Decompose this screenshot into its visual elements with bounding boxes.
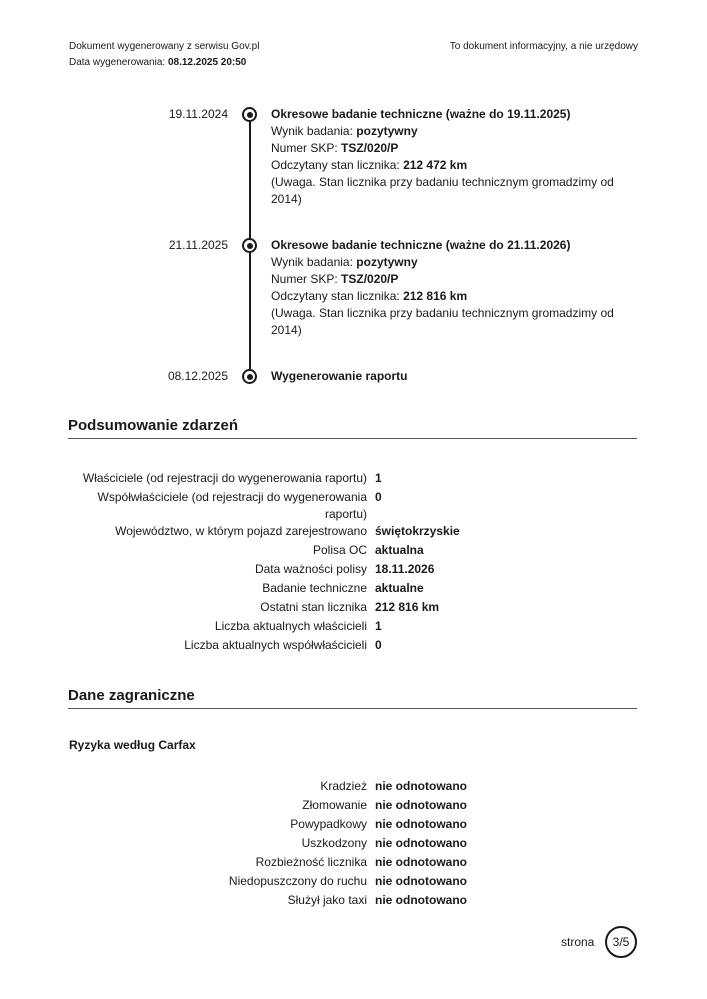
event-note: (Uwaga. Stan licznika przy badaniu technicznym gromadzimy od 2014) bbox=[271, 175, 614, 206]
event-body bbox=[271, 106, 616, 208]
event-title: Okresowe badanie techniczne (ważne do 21.11.2026) bbox=[271, 238, 571, 252]
risk-label: Powypadkowy bbox=[290, 817, 367, 831]
risk-value: nie odnotowano bbox=[375, 855, 467, 869]
skp-label: Numer SKP: bbox=[271, 141, 342, 155]
event-body bbox=[271, 237, 616, 339]
odometer-label: Odczytany stan licznika: bbox=[271, 158, 404, 172]
foreign-section-title: Dane zagraniczne bbox=[68, 686, 637, 709]
document-header-left bbox=[69, 39, 259, 71]
generated-label: Data wygenerowania: bbox=[69, 57, 168, 68]
risk-value: nie odnotowano bbox=[375, 874, 467, 888]
risk-label: Kradzież bbox=[320, 779, 367, 793]
summary-value: aktualne bbox=[375, 581, 424, 595]
result-label: Wynik badania: bbox=[271, 255, 357, 269]
summary-label: Badanie techniczne bbox=[262, 581, 367, 595]
summary-value: aktualna bbox=[375, 543, 424, 557]
summary-label: Współwłaściciele (od rejestracji do wygenerowania raportu) bbox=[97, 490, 367, 521]
risk-label: Rozbieżność licznika bbox=[255, 855, 367, 869]
skp-label: Numer SKP: bbox=[271, 272, 342, 286]
odometer-value: 212 472 km bbox=[403, 158, 468, 172]
event-title: Okresowe badanie techniczne (ważne do 19.11.2025) bbox=[271, 107, 571, 121]
risk-value: nie odnotowano bbox=[375, 817, 467, 831]
carfax-subtitle: Ryzyka według Carfax bbox=[69, 738, 196, 752]
summary-value: 18.11.2026 bbox=[375, 562, 435, 576]
timeline-dot-icon bbox=[242, 107, 257, 122]
timeline-dot-icon bbox=[242, 238, 257, 253]
generated-line bbox=[69, 55, 259, 71]
summary-label: Ostatni stan licznika bbox=[260, 600, 367, 614]
risk-label: Niedopuszczony do ruchu bbox=[228, 874, 367, 888]
risk-label: Uszkodzony bbox=[301, 836, 367, 850]
summary-value: świętokrzyskie bbox=[375, 524, 460, 538]
summary-label: Data ważności polisy bbox=[254, 562, 367, 576]
result-value: pozytywny bbox=[356, 255, 418, 269]
risk-value: nie odnotowano bbox=[375, 893, 467, 907]
timeline-dot-icon bbox=[242, 369, 257, 384]
event-body bbox=[271, 368, 616, 385]
generated-value: 08.12.2025 20:50 bbox=[167, 57, 247, 68]
risk-value: nie odnotowano bbox=[375, 798, 467, 812]
odometer-value: 212 816 km bbox=[403, 289, 468, 303]
source-site: Gov.pl bbox=[231, 41, 260, 52]
summary-value: 212 816 km bbox=[375, 600, 440, 614]
odometer-label: Odczytany stan licznika: bbox=[271, 289, 404, 303]
summary-value: 0 bbox=[375, 638, 382, 652]
source-prefix: Dokument wygenerowany z serwisu bbox=[69, 41, 232, 52]
summary-value: 1 bbox=[375, 619, 382, 633]
page-label: strona bbox=[561, 935, 595, 949]
summary-label: Polisa OC bbox=[312, 543, 367, 557]
skp-value: TSZ/020/P bbox=[341, 272, 399, 286]
summary-value: 1 bbox=[375, 471, 382, 485]
skp-value: TSZ/020/P bbox=[341, 141, 399, 155]
summary-label: Województwo, w którym pojazd zarejestrowano bbox=[115, 524, 367, 538]
summary-label: Właściciele (od rejestracji do wygenerowania raportu) bbox=[82, 471, 367, 485]
risk-label: Służył jako taxi bbox=[287, 893, 367, 907]
event-date: 08.12.2025 bbox=[167, 369, 228, 383]
summary-value: 0 bbox=[375, 490, 382, 504]
source-line bbox=[69, 39, 259, 55]
result-label: Wynik badania: bbox=[271, 124, 357, 138]
event-date: 21.11.2025 bbox=[168, 238, 228, 252]
risk-label: Złomowanie bbox=[302, 798, 367, 812]
page-number-badge: 3/5 bbox=[605, 926, 637, 958]
event-date: 19.11.2024 bbox=[168, 107, 228, 121]
disclaimer: To dokument informacyjny, a nie urzędowy bbox=[449, 41, 638, 52]
event-note: (Uwaga. Stan licznika przy badaniu technicznym gromadzimy od 2014) bbox=[271, 306, 614, 337]
summary-section-title: Podsumowanie zdarzeń bbox=[68, 416, 637, 439]
summary-label: Liczba aktualnych właścicieli bbox=[214, 619, 367, 633]
risk-value: nie odnotowano bbox=[375, 779, 467, 793]
result-value: pozytywny bbox=[356, 124, 418, 138]
summary-label: Liczba aktualnych współwłaścicieli bbox=[184, 638, 367, 652]
event-title: Wygenerowanie raportu bbox=[271, 369, 408, 383]
risk-value: nie odnotowano bbox=[375, 836, 467, 850]
